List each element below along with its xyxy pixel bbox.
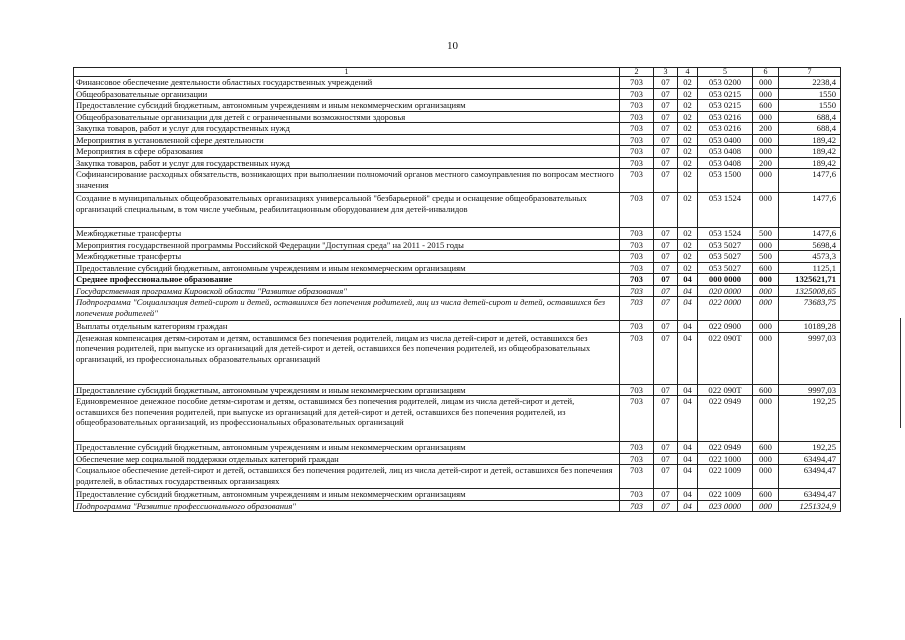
row-subsection: 02 xyxy=(678,77,698,89)
table-row xyxy=(74,193,841,228)
page-number: 10 xyxy=(447,40,458,52)
row-expense-type: 200 xyxy=(753,157,779,169)
row-expense-type: 000 xyxy=(753,321,779,333)
row-code: 703 xyxy=(620,489,654,501)
table-row xyxy=(74,489,841,501)
row-code: 703 xyxy=(620,157,654,169)
row-section: 07 xyxy=(654,169,678,193)
row-code: 703 xyxy=(620,169,654,193)
row-code: 703 xyxy=(620,111,654,123)
row-section: 07 xyxy=(654,239,678,251)
table-row xyxy=(74,157,841,169)
row-section: 07 xyxy=(654,332,678,384)
row-code: 703 xyxy=(620,384,654,396)
row-amount: 5698,4 xyxy=(779,239,841,251)
row-section: 07 xyxy=(654,285,678,297)
table-row xyxy=(74,321,841,333)
header-col-2: 2 xyxy=(620,68,654,77)
row-subsection: 04 xyxy=(678,453,698,465)
row-target-article: 053 0408 xyxy=(698,157,753,169)
row-section: 07 xyxy=(654,274,678,286)
row-section: 07 xyxy=(654,489,678,501)
row-section: 07 xyxy=(654,77,678,89)
table-row xyxy=(74,123,841,135)
row-expense-type: 000 xyxy=(753,77,779,89)
table-row xyxy=(74,297,841,321)
row-amount: 63494,47 xyxy=(779,465,841,489)
margin-line xyxy=(900,318,901,428)
row-name: Единовременное денежное пособие детям-сиротам и детям, оставшимся без попечения родителей, лицам из числа детей-сирот и детей, оставшихся без попечения родителей, при выпуске из организаций для детей-сирот и детей, оставшихся без попечения родителей, из общеобразовательных организаций, из профессиональных образовательных организаций xyxy=(74,396,620,442)
row-target-article: 053 0215 xyxy=(698,88,753,100)
row-section: 07 xyxy=(654,111,678,123)
header-col-1: 1 xyxy=(74,68,620,77)
table-row xyxy=(74,228,841,240)
row-section: 07 xyxy=(654,500,678,512)
row-section: 07 xyxy=(654,442,678,454)
row-code: 703 xyxy=(620,321,654,333)
table-row xyxy=(74,332,841,384)
budget-table xyxy=(73,67,841,512)
table-row xyxy=(74,111,841,123)
row-target-article: 053 0215 xyxy=(698,100,753,112)
row-target-article: 053 5027 xyxy=(698,251,753,263)
row-amount: 1550 xyxy=(779,100,841,112)
row-amount: 192,25 xyxy=(779,396,841,442)
row-expense-type: 600 xyxy=(753,489,779,501)
row-name: Межбюджетные трансферты xyxy=(74,251,620,263)
row-target-article: 022 1000 xyxy=(698,453,753,465)
row-section: 07 xyxy=(654,88,678,100)
row-expense-type: 000 xyxy=(753,146,779,158)
header-col-6: 6 xyxy=(753,68,779,77)
row-target-article: 022 0000 xyxy=(698,297,753,321)
row-code: 703 xyxy=(620,285,654,297)
row-target-article: 022 1009 xyxy=(698,465,753,489)
row-target-article: 022 0949 xyxy=(698,442,753,454)
row-section: 07 xyxy=(654,100,678,112)
row-subsection: 04 xyxy=(678,321,698,333)
table-row xyxy=(74,134,841,146)
row-subsection: 02 xyxy=(678,88,698,100)
row-amount: 2238,4 xyxy=(779,77,841,89)
row-code: 703 xyxy=(620,274,654,286)
row-subsection: 04 xyxy=(678,332,698,384)
row-code: 703 xyxy=(620,239,654,251)
row-section: 07 xyxy=(654,453,678,465)
row-amount: 688,4 xyxy=(779,111,841,123)
header-row xyxy=(74,68,841,77)
row-expense-type: 600 xyxy=(753,384,779,396)
row-subsection: 04 xyxy=(678,274,698,286)
row-name: Предоставление субсидий бюджетным, автономным учреждениям и иным некоммерческим организациям xyxy=(74,100,620,112)
row-name: Финансовое обеспечение деятельности областных государственных учреждений xyxy=(74,77,620,89)
row-name: Межбюджетные трансферты xyxy=(74,228,620,240)
row-expense-type: 000 xyxy=(753,500,779,512)
header-col-7: 7 xyxy=(779,68,841,77)
row-subsection: 02 xyxy=(678,111,698,123)
row-name: Выплаты отдельным категориям граждан xyxy=(74,321,620,333)
table-row xyxy=(74,88,841,100)
row-code: 703 xyxy=(620,77,654,89)
row-amount: 1477,6 xyxy=(779,193,841,228)
row-expense-type: 000 xyxy=(753,88,779,100)
row-expense-type: 000 xyxy=(753,396,779,442)
row-amount: 63494,47 xyxy=(779,453,841,465)
row-expense-type: 000 xyxy=(753,169,779,193)
row-target-article: 053 1500 xyxy=(698,169,753,193)
row-code: 703 xyxy=(620,396,654,442)
row-amount: 1477,6 xyxy=(779,228,841,240)
row-amount: 1325008,65 xyxy=(779,285,841,297)
table-row xyxy=(74,396,841,442)
row-expense-type: 500 xyxy=(753,251,779,263)
row-code: 703 xyxy=(620,100,654,112)
row-code: 703 xyxy=(620,193,654,228)
row-name: Общеобразовательные организации xyxy=(74,88,620,100)
row-name: Среднее профессиональное образование xyxy=(74,274,620,286)
row-amount: 9997,03 xyxy=(779,384,841,396)
row-section: 07 xyxy=(654,251,678,263)
row-target-article: 053 0400 xyxy=(698,134,753,146)
row-expense-type: 600 xyxy=(753,262,779,274)
row-code: 703 xyxy=(620,88,654,100)
row-subsection: 02 xyxy=(678,193,698,228)
row-target-article: 022 0949 xyxy=(698,396,753,442)
row-section: 07 xyxy=(654,321,678,333)
row-amount: 688,4 xyxy=(779,123,841,135)
row-name: Государственная программа Кировской области "Развитие образования" xyxy=(74,285,620,297)
table-row xyxy=(74,285,841,297)
row-target-article: 022 090Т xyxy=(698,384,753,396)
row-amount: 73683,75 xyxy=(779,297,841,321)
row-name: Общеобразовательные организации для детей с ограниченными возможностями здоровья xyxy=(74,111,620,123)
row-code: 703 xyxy=(620,134,654,146)
row-code: 703 xyxy=(620,297,654,321)
row-amount: 1550 xyxy=(779,88,841,100)
row-section: 07 xyxy=(654,134,678,146)
row-expense-type: 000 xyxy=(753,285,779,297)
table-row xyxy=(74,77,841,89)
row-target-article: 020 0000 xyxy=(698,285,753,297)
row-name: Софинансирование расходных обязательств, возникающих при выполнении полномочий органов местного самоуправления по вопросам местного значения xyxy=(74,169,620,193)
row-section: 07 xyxy=(654,123,678,135)
row-name: Обеспечение мер социальной поддержки отдельных категорий граждан xyxy=(74,453,620,465)
row-section: 07 xyxy=(654,396,678,442)
row-expense-type: 500 xyxy=(753,228,779,240)
row-subsection: 02 xyxy=(678,134,698,146)
row-subsection: 04 xyxy=(678,442,698,454)
row-target-article: 000 0000 xyxy=(698,274,753,286)
row-target-article: 053 0200 xyxy=(698,77,753,89)
row-code: 703 xyxy=(620,146,654,158)
row-section: 07 xyxy=(654,228,678,240)
row-subsection: 04 xyxy=(678,297,698,321)
row-code: 703 xyxy=(620,123,654,135)
row-expense-type: 600 xyxy=(753,100,779,112)
row-target-article: 053 1524 xyxy=(698,193,753,228)
table-row xyxy=(74,100,841,112)
row-name: Закупка товаров, работ и услуг для государственных нужд xyxy=(74,123,620,135)
row-subsection: 02 xyxy=(678,146,698,158)
row-section: 07 xyxy=(654,384,678,396)
row-name: Подпрограмма "Социализация детей-сирот и детей, оставшихся без попечения родителей, лиц из числа детей-сирот и детей, оставшихся без попечения родителей" xyxy=(74,297,620,321)
row-amount: 1477,6 xyxy=(779,169,841,193)
header-col-5: 5 xyxy=(698,68,753,77)
row-section: 07 xyxy=(654,262,678,274)
row-amount: 189,42 xyxy=(779,134,841,146)
row-amount: 189,42 xyxy=(779,146,841,158)
row-subsection: 04 xyxy=(678,396,698,442)
row-name: Мероприятия в установленной сфере деятельности xyxy=(74,134,620,146)
row-amount: 4573,3 xyxy=(779,251,841,263)
row-target-article: 023 0000 xyxy=(698,500,753,512)
row-subsection: 04 xyxy=(678,384,698,396)
table-row xyxy=(74,262,841,274)
row-section: 07 xyxy=(654,146,678,158)
row-subsection: 02 xyxy=(678,123,698,135)
table-row xyxy=(74,453,841,465)
row-name: Предоставление субсидий бюджетным, автономным учреждениям и иным некоммерческим организациям xyxy=(74,262,620,274)
row-name: Мероприятия в сфере образования xyxy=(74,146,620,158)
row-name: Социальное обеспечение детей-сирот и детей, оставшихся без попечения родителей, лиц из числа детей-сирот и детей, оставшихся без попечения родителей, в областных государственных организациях xyxy=(74,465,620,489)
row-target-article: 053 1524 xyxy=(698,228,753,240)
row-target-article: 053 0216 xyxy=(698,111,753,123)
row-target-article: 022 090Т xyxy=(698,332,753,384)
row-name: Предоставление субсидий бюджетным, автономным учреждениям и иным некоммерческим организациям xyxy=(74,489,620,501)
row-code: 703 xyxy=(620,251,654,263)
row-subsection: 02 xyxy=(678,262,698,274)
row-expense-type: 000 xyxy=(753,111,779,123)
row-name: Подпрограмма "Развитие профессионального образования" xyxy=(74,500,620,512)
row-target-article: 053 5027 xyxy=(698,262,753,274)
row-section: 07 xyxy=(654,193,678,228)
row-subsection: 04 xyxy=(678,465,698,489)
row-target-article: 022 1009 xyxy=(698,489,753,501)
row-name: Закупка товаров, работ и услуг для государственных нужд xyxy=(74,157,620,169)
row-subsection: 02 xyxy=(678,239,698,251)
table-row xyxy=(74,442,841,454)
row-code: 703 xyxy=(620,262,654,274)
row-code: 703 xyxy=(620,465,654,489)
row-subsection: 02 xyxy=(678,228,698,240)
row-section: 07 xyxy=(654,157,678,169)
header-col-3: 3 xyxy=(654,68,678,77)
row-target-article: 053 0408 xyxy=(698,146,753,158)
table-row xyxy=(74,146,841,158)
row-subsection: 02 xyxy=(678,169,698,193)
row-code: 703 xyxy=(620,442,654,454)
row-target-article: 022 0900 xyxy=(698,321,753,333)
row-section: 07 xyxy=(654,297,678,321)
row-subsection: 04 xyxy=(678,500,698,512)
table-row xyxy=(74,465,841,489)
row-expense-type: 000 xyxy=(753,332,779,384)
row-amount: 1325621,71 xyxy=(779,274,841,286)
row-name: Предоставление субсидий бюджетным, автономным учреждениям и иным некоммерческим организациям xyxy=(74,442,620,454)
row-amount: 1125,1 xyxy=(779,262,841,274)
row-expense-type: 200 xyxy=(753,123,779,135)
row-subsection: 04 xyxy=(678,285,698,297)
row-expense-type: 000 xyxy=(753,297,779,321)
table-row xyxy=(74,384,841,396)
row-amount: 1251324,9 xyxy=(779,500,841,512)
table-row xyxy=(74,169,841,193)
row-subsection: 02 xyxy=(678,100,698,112)
table-row xyxy=(74,274,841,286)
row-subsection: 04 xyxy=(678,489,698,501)
header-col-4: 4 xyxy=(678,68,698,77)
row-code: 703 xyxy=(620,228,654,240)
row-subsection: 02 xyxy=(678,251,698,263)
budget-table-container xyxy=(73,67,840,512)
row-target-article: 053 0216 xyxy=(698,123,753,135)
row-expense-type: 000 xyxy=(753,193,779,228)
row-expense-type: 600 xyxy=(753,442,779,454)
row-expense-type: 000 xyxy=(753,274,779,286)
row-name: Создание в муниципальных общеобразовательных организациях универсальной "безбарьерной" среды и оснащение общеобразовательных организаций специальным, в том числе учебным, реабилитационным оборудованием для детей-инвалидов xyxy=(74,193,620,228)
table-row xyxy=(74,239,841,251)
table-row xyxy=(74,500,841,512)
row-expense-type: 000 xyxy=(753,453,779,465)
row-expense-type: 000 xyxy=(753,239,779,251)
table-body xyxy=(74,77,841,512)
row-amount: 192,25 xyxy=(779,442,841,454)
row-amount: 189,42 xyxy=(779,157,841,169)
row-expense-type: 000 xyxy=(753,465,779,489)
row-amount: 9997,03 xyxy=(779,332,841,384)
row-section: 07 xyxy=(654,465,678,489)
row-amount: 63494,47 xyxy=(779,489,841,501)
row-name: Денежная компенсация детям-сиротам и детям, оставшимся без попечения родителей, лицам из числа детей-сирот и детей, оставшихся без попечения родителей, при выпуске из организаций для детей-сирот и детей, оставшихся без попечения родителей, из общеобразовательных организаций, из профессиональных образовательных организаций xyxy=(74,332,620,384)
row-code: 703 xyxy=(620,332,654,384)
row-code: 703 xyxy=(620,500,654,512)
table-row xyxy=(74,251,841,263)
row-target-article: 053 5027 xyxy=(698,239,753,251)
row-subsection: 02 xyxy=(678,157,698,169)
row-amount: 10189,28 xyxy=(779,321,841,333)
row-name: Предоставление субсидий бюджетным, автономным учреждениям и иным некоммерческим организациям xyxy=(74,384,620,396)
row-code: 703 xyxy=(620,453,654,465)
row-name: Мероприятия государственной программы Российской Федерации "Доступная среда" на 2011 - 2015 годы xyxy=(74,239,620,251)
row-expense-type: 000 xyxy=(753,134,779,146)
